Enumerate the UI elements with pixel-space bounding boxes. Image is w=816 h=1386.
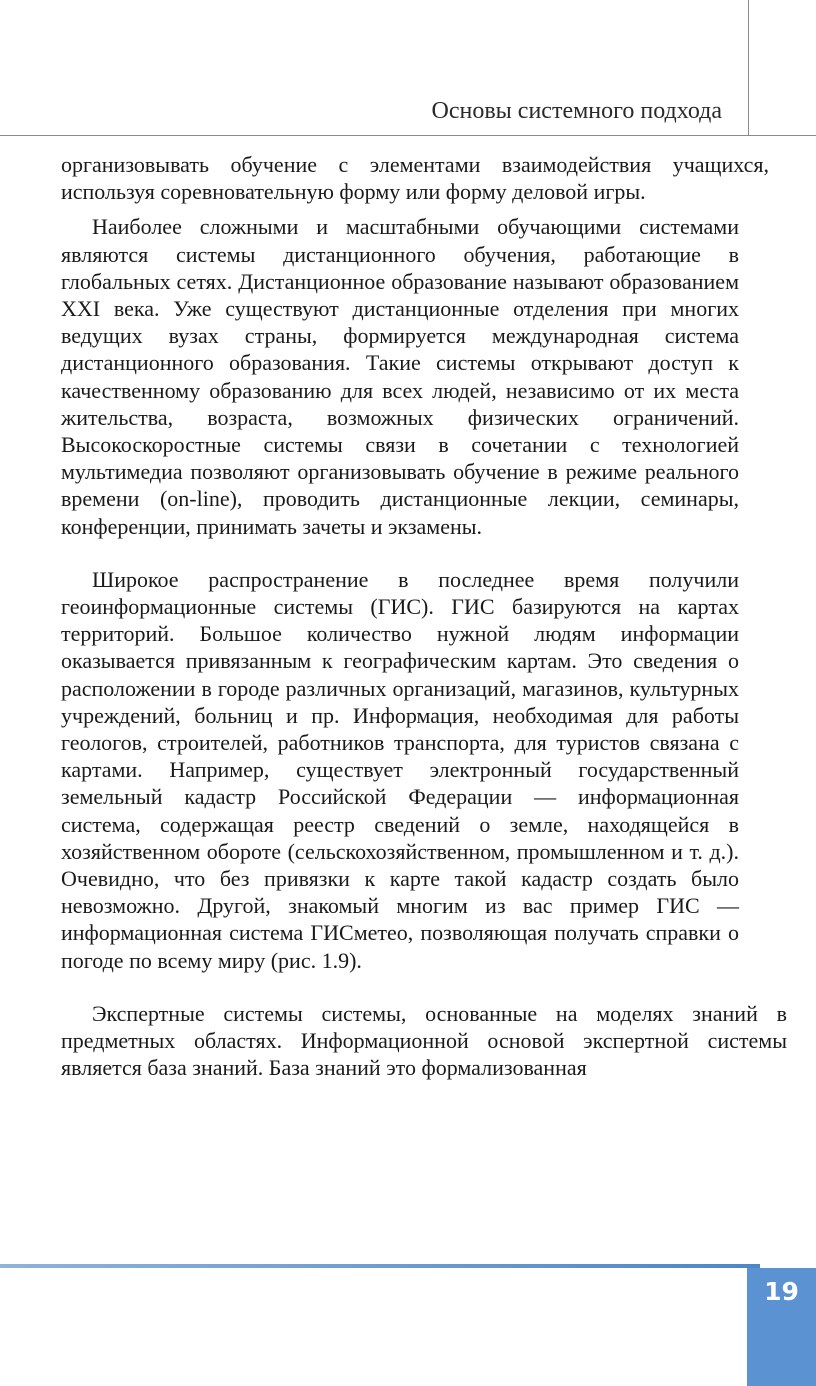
paragraph-gis: Широкое распространение в последнее время получили геоинформационные системы (ГИС). ГИС базируются на картах территорий. Большое количество нужной людям информации оказывается привязанным к географическим картам. Это сведения о расположении в городе различных организаций, магазинов, культурных учреждений, больниц и пр. Информация, необходимая для работы геологов, строителей, работников транспорта, для туристов связана с картами. Например, существует электронный государственный земельный кадастр Российской Федерации — информационная система, содержащая реестр сведений о земле, находящейся в хозяйственном обороте (сельскохозяйственном, промышленном и т. д.). Очевидно, что без привязки к карте такой кадастр создать было невозможно. Другой, знакомый многим из вас пример ГИС — информационная система ГИСметео, позволяющая получать справки о погоде по всему миру (рис. 1.9). [61, 566, 739, 973]
page-body [61, 151, 787, 1082]
paragraph-continuation: организовывать обучение с элементами взаимодействия учащихся, используя соревновательную форму или форму деловой игры. [61, 152, 769, 205]
paragraph-expert-systems: Экспертные системы системы, основанные на моделях знаний в предметных областях. Информационной основой экспертной системы является база знаний. База знаний это формализованная [61, 1000, 787, 1081]
paragraph-distance-learning: Наиболее сложными и масштабными обучающими системами являются системы дистанционного обучения, работающие в глобальных сетях. Дистанционное образование называют образованием XXI века. Уже существуют дистанционные отделения при многих ведущих вузах страны, формируется международная система дистанционного образования. Такие системы открывают доступ к качественному образованию для всех людей, независимо от их места жительства, возраста, возможных физических ограничений. Высокоскоростные системы связи в сочетании с технологией мультимедиа позволяют организовывать обучение в режиме реального времени (on-line), проводить дистанционные лекции, семинары, конференции, принимать зачеты и экзамены. [61, 214, 739, 539]
header-vertical-rule [748, 0, 749, 136]
footer-rule [0, 1264, 760, 1268]
header-rule [0, 135, 816, 136]
page-number: 19 [764, 1277, 799, 1306]
running-head: Основы системного подхода [431, 98, 722, 124]
